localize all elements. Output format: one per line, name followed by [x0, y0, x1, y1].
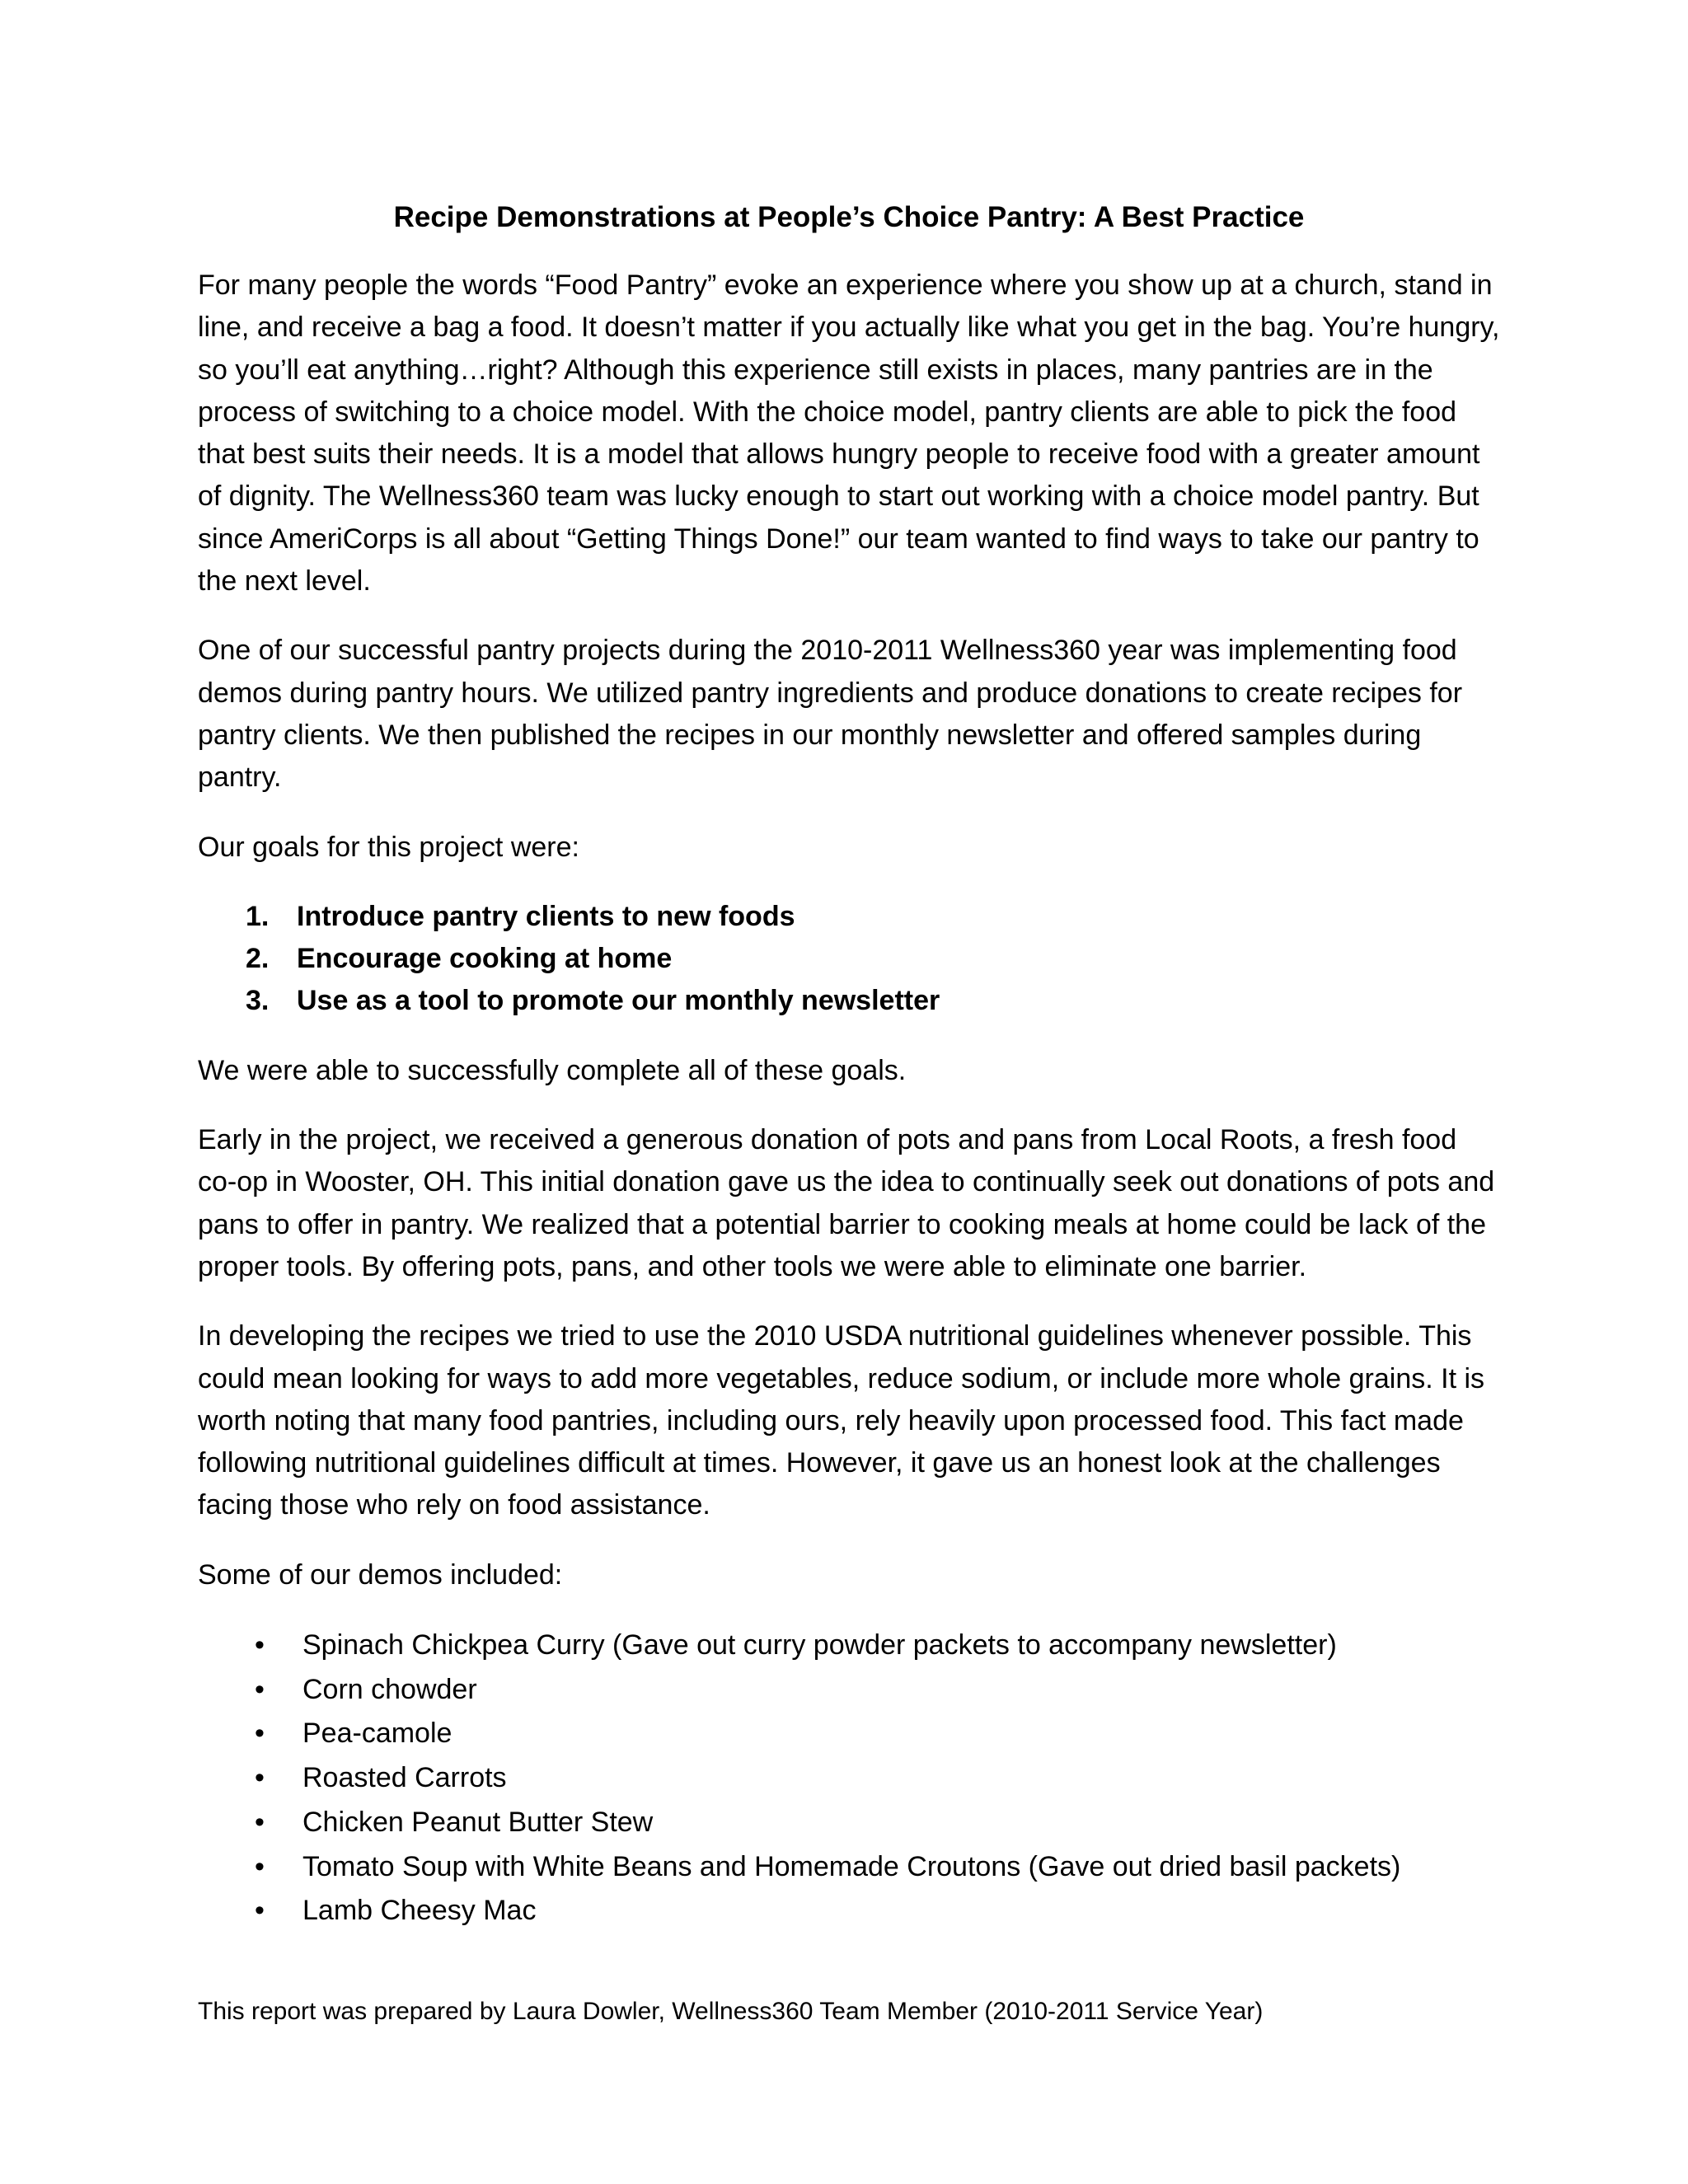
goals-list — [198, 896, 1500, 1023]
demo-item — [198, 1712, 1500, 1756]
demo-item — [198, 1889, 1500, 1933]
paragraph-goals-complete: We were able to successfully complete all of these goals. — [198, 1054, 907, 1086]
goal-number: 2. — [246, 943, 270, 975]
document-body — [198, 198, 1500, 1933]
demos-list — [198, 1624, 1500, 1933]
goal-text: Use as a tool to promote our monthly newsletter — [297, 985, 940, 1017]
demo-text: Pea-camole — [302, 1718, 452, 1750]
demo-text: Roasted Carrots — [302, 1762, 507, 1794]
goal-item — [198, 938, 1500, 980]
bullet-icon: • — [255, 1762, 265, 1794]
demo-item — [198, 1801, 1500, 1845]
demo-item — [198, 1624, 1500, 1668]
paragraph-donation: Early in the project, we received a generous donation of pots and pans from Local Roots, a fresh food co-op in Wooster, OH. This initial donation gave us the idea to continually seek out donations of pots and pans to offer in pantry. We realized that a potential barrier to cooking meals at home could be lack of the proper tools. By offering pots, pans, and other tools we were able to eliminate one barrier. — [198, 1124, 1495, 1282]
demo-item — [198, 1756, 1500, 1801]
goal-text: Introduce pantry clients to new foods — [297, 900, 795, 932]
paragraph-projects: One of our successful pantry projects during the 2010-2011 Wellness360 year was implementing food demos during pantry hours. We utilized pantry ingredients and produce donations to create recipes for pantry clients. We then published the recipes in our monthly newsletter and offered samples during pantry. — [198, 635, 1463, 794]
bullet-icon: • — [255, 1850, 265, 1882]
paragraph-demos-lead: Some of our demos included: — [198, 1558, 563, 1591]
bullet-icon: • — [255, 1806, 265, 1838]
demo-text: Corn chowder — [302, 1673, 477, 1705]
bullet-icon: • — [255, 1629, 265, 1661]
paragraph-goals-lead: Our goals for this project were: — [198, 831, 579, 863]
bullet-icon: • — [255, 1718, 265, 1750]
goal-text: Encourage cooking at home — [297, 943, 673, 975]
demo-text: Spinach Chickpea Curry (Gave out curry powder packets to accompany newsletter) — [302, 1629, 1337, 1661]
document-title: Recipe Demonstrations at People’s Choice Pantry: A Best Practice — [393, 201, 1305, 233]
demo-text: Lamb Cheesy Mac — [302, 1895, 537, 1927]
bullet-icon: • — [255, 1895, 265, 1927]
paragraph-guidelines: In developing the recipes we tried to use the 2010 USDA nutritional guidelines whenever possible. This could mean looking for ways to add more vegetables, reduce sodium, or include more whole grains. It is worth noting that many food pantries, including ours, rely heavily upon processed food. This fact made following nutritional guidelines difficult at times. However, it gave us an honest look at the challenges facing those who rely on food assistance. — [198, 1320, 1485, 1521]
demo-text: Chicken Peanut Butter Stew — [302, 1806, 654, 1838]
goal-item — [198, 980, 1500, 1022]
demo-item — [198, 1845, 1500, 1890]
demo-text: Tomato Soup with White Beans and Homemade Croutons (Gave out dried basil packets) — [302, 1850, 1401, 1882]
goal-number: 3. — [246, 985, 270, 1017]
demo-item — [198, 1668, 1500, 1713]
goal-item — [198, 896, 1500, 938]
paragraph-intro: For many people the words “Food Pantry” evoke an experience where you show up at a church, stand in line, and receive a bag a food. It doesn’t matter if you actually like what you get in the bag. You’re hungry, so you’ll eat anything…right? Although this experience still exists in places, many pantries are in the process of switching to a choice model. With the choice model, pantry clients are able to pick the food that best suits their needs. It is a model that allows hungry people to receive food with a greater amount of dignity. The Wellness360 team was lucky enough to start out working with a choice model pantry. But since AmeriCorps is all about “Getting Things Done!” our team wanted to find ways to take our pantry to the next level. — [198, 269, 1500, 598]
goal-number: 1. — [246, 900, 270, 932]
document-footer: This report was prepared by Laura Dowler, Wellness360 Team Member (2010-2011 Service Year) — [198, 1998, 1264, 2025]
bullet-icon: • — [255, 1673, 265, 1705]
